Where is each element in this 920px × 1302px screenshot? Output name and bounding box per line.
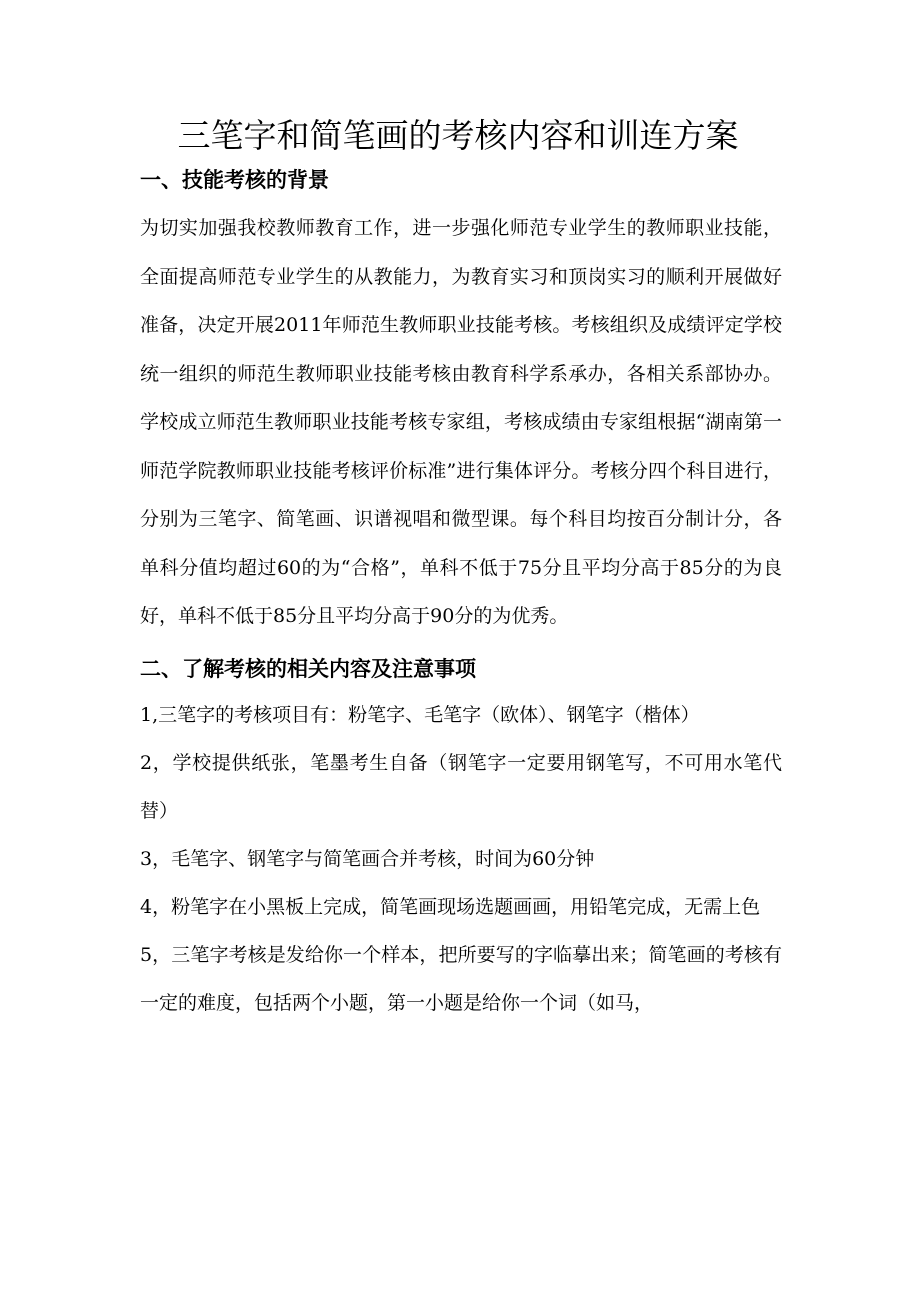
list-item: 4，粉笔字在小黑板上完成，简笔画现场选题画画，用铅笔完成，无需上色 xyxy=(140,895,761,918)
section-heading-notes: 二、了解考核的相关内容及注意事项 xyxy=(140,656,476,681)
background-paragraph: 为切实加强我校教师教育工作，进一步强化师范专业学生的教师职业技能，全面提高师范专业学生的从教能力，为教育实习和顶岗实习的顺利开展做好准备，决定开展2011年师范生教师职业技能考核。考核组织及成绩评定学校统一组织的师范生教师职业技能考核由教育科学系承办，各相关系部协办。学校成立师范生教师职业技能考核专家组，考核成绩由专家组根据“湖南第一师范学院教师职业技能考核评价标准”进行集体评分。考核分四个科目进行，分别为三笔字、简笔画、识谱视唱和微型课。每个科目均按百分制计分，各单科分值均超过60的为“合格”，单科不低于75分且平均分高于85分的为良好，单科不低于85分且平均分高于90分的为优秀。 xyxy=(140,217,782,627)
list-item: 5，三笔字考核是发给你一个样本，把所要写的字临摹出来；简笔画的考核有一定的难度，包括两个小题，第一小题是给你一个词（如马， xyxy=(140,943,782,1014)
list-item: 1,三笔字的考核项目有：粉笔字、毛笔字（欧体）、钢笔字（楷体） xyxy=(140,703,700,726)
section-heading-background: 一、技能考核的背景 xyxy=(140,168,329,192)
list-item: 2，学校提供纸张，笔墨考生自备（钢笔字一定要用钢笔写，不可用水笔代替） xyxy=(140,751,782,822)
list-item: 3，毛笔字、钢笔字与简笔画合并考核，时间为60分钟 xyxy=(140,847,595,870)
document-title: 三笔字和简笔画的考核内容和训连方案 xyxy=(177,116,739,155)
document-body xyxy=(140,108,782,1027)
